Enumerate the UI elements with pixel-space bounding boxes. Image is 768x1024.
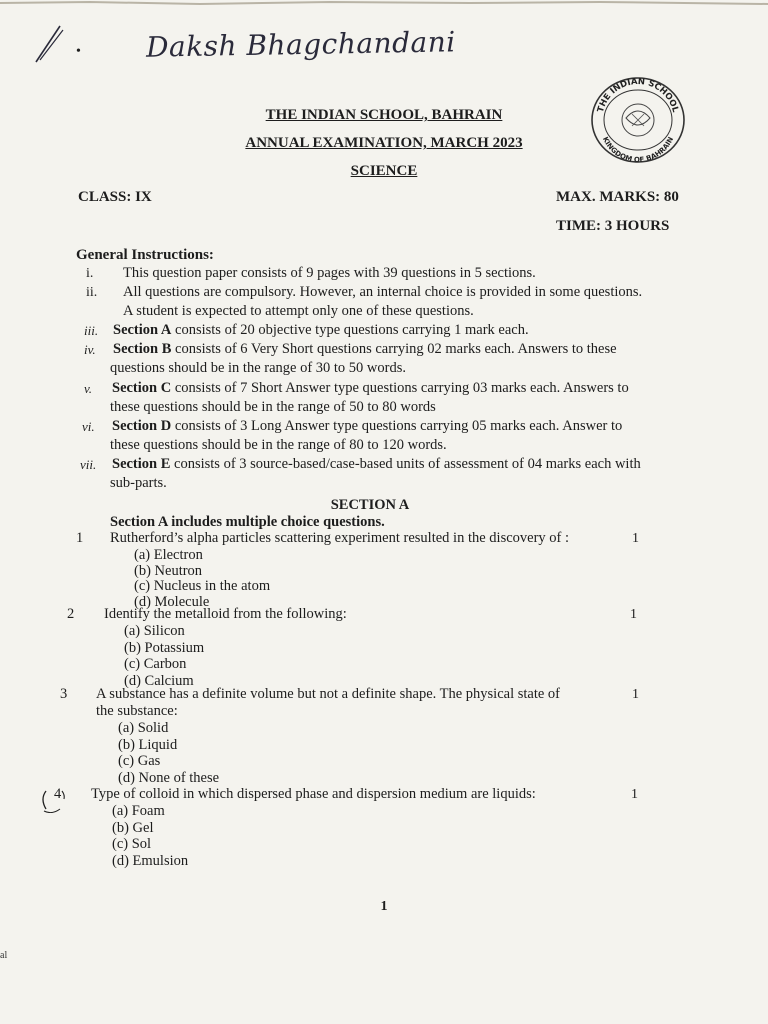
exam-title: ANNUAL EXAMINATION, MARCH 2023 <box>245 135 523 151</box>
question-marks: 1 <box>632 531 639 546</box>
section-a-subtitle: Section A includes multiple choice questions. <box>110 514 385 530</box>
answer-option: (c) Sol <box>112 836 152 852</box>
answer-option: (d) Emulsion <box>112 852 189 869</box>
instruction-line <box>110 475 167 492</box>
seal-top-text: THE INDIAN SCHOOL <box>595 76 681 114</box>
instruction-text: sub-parts. <box>110 474 167 491</box>
answer-option: (b) Potassium <box>124 639 205 656</box>
instruction-line <box>113 341 617 358</box>
instruction-section-label: Section B <box>113 341 172 357</box>
section-a-title: SECTION A <box>330 497 410 513</box>
question-text: Type of colloid in which dispersed phase and dispersion medium are liquids: <box>91 786 536 802</box>
answer-option: (d) Calcium <box>124 672 194 689</box>
instruction-line <box>123 303 474 320</box>
instruction-number: ii. <box>86 285 98 300</box>
seal-bottom-text: KINGDOM OF BAHRAIN <box>600 135 676 164</box>
instruction-line <box>123 284 642 301</box>
answer-option: (b) Gel <box>112 819 154 836</box>
instruction-line <box>110 399 436 416</box>
question-marks: 1 <box>631 787 638 802</box>
instruction-number: vii. <box>80 457 97 472</box>
instruction-line <box>110 360 406 377</box>
instruction-text: consists of 3 source-based/case-based units of assessment of 04 marks each with <box>170 456 641 472</box>
instruction-section-label: Section E <box>112 456 171 472</box>
instruction-text: these questions should be in the range of 50 to 80 words <box>110 398 436 415</box>
answer-option: (c) Nucleus in the atom <box>134 578 271 594</box>
instruction-number: vi. <box>82 419 95 434</box>
instruction-number: iii. <box>84 323 99 338</box>
instruction-text: This question paper consists of 9 pages with 39 questions in 5 sections. <box>123 265 536 281</box>
question-text: Rutherford’s alpha particles scattering experiment resulted in the discovery of : <box>110 530 570 546</box>
instruction-section-label: Section C <box>112 380 172 396</box>
question-number: 1 <box>76 530 84 546</box>
instruction-section-label: Section A <box>113 322 172 338</box>
instruction-text: consists of 20 objective type questions carrying 1 mark each. <box>171 322 529 338</box>
instruction-number: v. <box>84 381 93 396</box>
instruction-line <box>113 322 529 339</box>
instruction-line <box>110 437 447 454</box>
question-number: 2 <box>67 606 75 622</box>
class-label: CLASS: IX <box>78 189 152 205</box>
question-marks: 1 <box>632 687 639 702</box>
answer-option: (a) Solid <box>118 720 169 736</box>
handwritten-student-name: Daksh Bhagchandani <box>145 25 456 64</box>
answer-option: (d) None of these <box>118 769 220 786</box>
instruction-line <box>112 418 622 435</box>
instruction-text: these questions should be in the range of 80 to 120 words. <box>110 436 447 453</box>
time-label: TIME: 3 HOURS <box>556 218 670 234</box>
instruction-section-label: Section D <box>112 418 172 434</box>
question-number: 4 <box>54 786 62 802</box>
answer-option: (a) Foam <box>112 803 165 819</box>
answer-option: (d) Molecule <box>134 593 210 610</box>
school-name: THE INDIAN SCHOOL, BAHRAIN <box>265 107 503 123</box>
instruction-text: All questions are compulsory. However, an internal choice is provided in some questions. <box>123 284 643 300</box>
school-seal-stamp <box>588 74 688 164</box>
instruction-line <box>123 265 536 282</box>
question-text: Identify the metalloid from the following: <box>104 606 347 622</box>
page-number: 1 <box>380 899 388 914</box>
instruction-text: questions should be in the range of 30 to 50 words. <box>110 359 407 376</box>
instruction-text: consists of 3 Long Answer type questions carrying 05 marks each. Answer to <box>171 418 623 434</box>
answer-option: (b) Neutron <box>134 562 203 579</box>
answer-option: (a) Silicon <box>124 623 185 639</box>
general-instructions-title: General Instructions: <box>76 247 214 263</box>
max-marks-label: MAX. MARKS: 80 <box>556 189 679 205</box>
question-text: the substance: <box>96 703 178 719</box>
instruction-line <box>112 456 641 473</box>
subject-title: SCIENCE <box>350 163 418 179</box>
instruction-line <box>112 380 629 397</box>
circle-annotation <box>38 787 68 813</box>
svg-text:THE INDIAN SCHOOL <box>596 77 680 114</box>
answer-option: (c) Carbon <box>124 656 187 672</box>
question-marks: 1 <box>630 607 637 622</box>
question-number: 3 <box>60 686 68 702</box>
answer-option: (b) Liquid <box>118 736 178 753</box>
question-text: A substance has a definite volume but not a definite shape. The physical state of <box>96 686 561 702</box>
instruction-text: consists of 6 Very Short questions carrying 02 marks each. Answers to these <box>171 341 617 357</box>
pen-stroke-mark <box>30 20 70 66</box>
instruction-text: A student is expected to attempt only one of these questions. <box>123 302 474 319</box>
edge-text: al <box>0 950 8 961</box>
answer-option: (c) Gas <box>118 753 161 769</box>
instruction-text: consists of 7 Short Answer type questions carrying 03 marks each. Answers to <box>171 380 629 396</box>
top-edge-marks <box>0 0 768 10</box>
instruction-number: i. <box>86 266 94 281</box>
answer-option: (a) Electron <box>134 547 203 563</box>
instruction-number: iv. <box>84 342 96 357</box>
ink-dot: • <box>76 44 81 59</box>
